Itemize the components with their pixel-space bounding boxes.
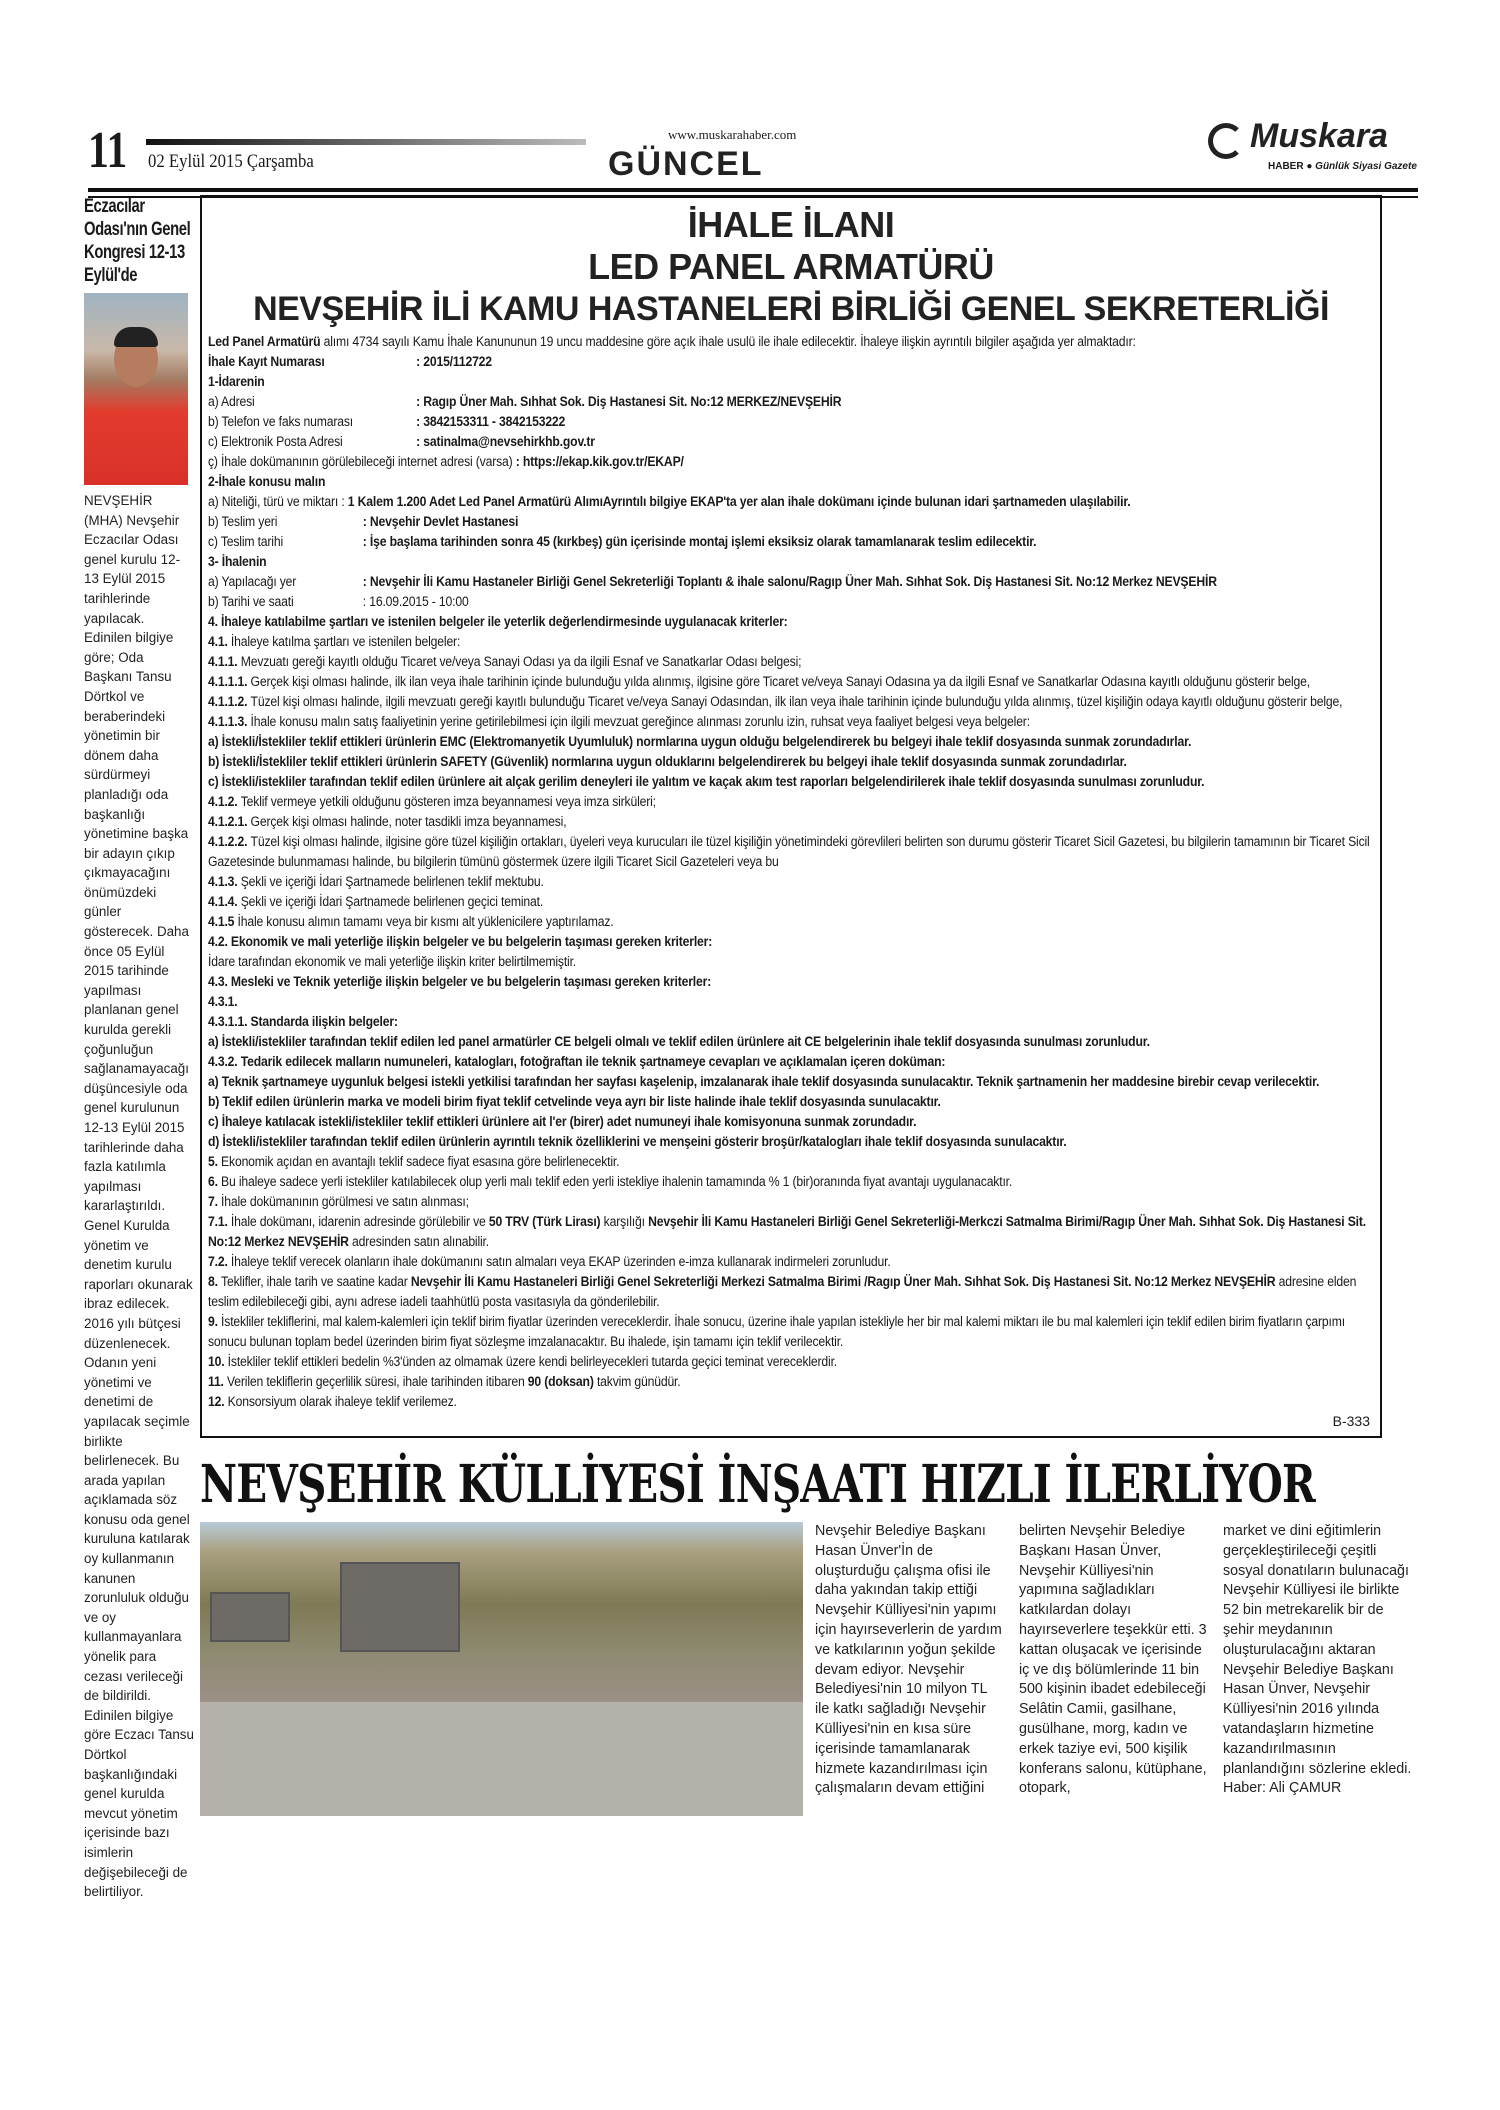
notice-paragraph — [208, 512, 1374, 532]
notice-text: b) Teklif edilen ürünlerin marka ve modeli birim fiyat teklif cetvelinde veya ayrı bir liste halinde ihale teklif dosyasında sunulacaktır. — [208, 1094, 941, 1110]
notice-paragraph — [208, 572, 1374, 592]
notice-text: İhale konusu alımın tamamı veya bir kısmı alt yüklenicilere yaptırılamaz. — [237, 914, 614, 930]
notice-text: 4. İhaleye katılabilme şartları ve istenilen belgeler ile yeterlik değerlendirmesinde uygulanacak kriterler: — [208, 614, 788, 630]
notice-text: c) Teslim tarihi — [208, 534, 283, 550]
notice-paragraph — [208, 752, 1374, 772]
notice-paragraph — [208, 1392, 1374, 1412]
notice-body — [208, 332, 1374, 1412]
notice-paragraph — [208, 352, 1374, 372]
notice-paragraph — [208, 332, 1374, 352]
notice-title: İHALE İLANI — [687, 204, 895, 245]
article-column: market ve dini eğitimlerin gerçekleştirileceği çeşitli sosyal donatıların bulunacağı Nevşehir Külliyesi ile birlikte 52 bin metrekarelik bir de şehir meydanının oluşturulacağını aktaran Nevşehir Belediye Başkanı Hasan Ünver, Nevşehir Külliyesi'nin 2016 yılında vatandaşların hizmetine kazandırılmasının planlandığını sözlerine ekledi. Haber: Ali ÇAMUR — [1223, 1523, 1412, 1797]
notice-paragraph — [208, 1132, 1374, 1152]
notice-text: 4.1. — [208, 634, 231, 650]
notice-paragraph — [208, 632, 1374, 652]
notice-paragraph — [208, 972, 1374, 992]
notice-body-wrap — [208, 330, 1374, 1412]
notice-paragraph — [208, 892, 1374, 912]
notice-text: İhaleye teklif verecek olanların ihale dokümanını satın almaları veya EKAP üzerinden e-imza kullanarak indirmeleri zorunludur. — [230, 1254, 891, 1270]
notice-text: 4.1.2.1. — [208, 814, 251, 830]
notice-paragraph — [208, 1192, 1374, 1212]
logo-sub: HABER ● Günlük Siyasi Gazete — [1268, 161, 1417, 172]
sidebar-headline: Eczacılar Odası'nın Genel Kongresi 12-13 Eylül'de — [84, 196, 191, 286]
portrait-photo — [84, 293, 188, 485]
notice-text: Ekonomik açıdan en avantajlı teklif sadece fiyat esasına göre belirlenecektir. — [221, 1154, 620, 1170]
notice-text: karşılığı — [600, 1214, 649, 1230]
notice-text: 7.2. — [208, 1254, 231, 1270]
notice-paragraph — [208, 812, 1374, 832]
notice-text: 4.1.3. — [208, 874, 241, 890]
notice-paragraph — [208, 952, 1374, 972]
notice-text: Şekli ve içeriği İdari Şartnamede belirlenen geçici teminat. — [240, 894, 544, 910]
notice-text: 2-İhale konusu malın — [208, 474, 326, 490]
notice-paragraph — [208, 872, 1374, 892]
notice-paragraph — [208, 732, 1374, 752]
notice-text: a) İstekli/istekliler tarafından teklif edilen led panel armatürler CE belgeli olmalı ve teklif edilen ürünlere ait CE belgelerinin ihale teklif dosyasında sunulması zorunludur. — [208, 1034, 1150, 1050]
notice-paragraph — [208, 1252, 1374, 1272]
page-number: 11 — [88, 122, 128, 179]
notice-paragraph — [208, 472, 1374, 492]
newspaper-logo — [1208, 115, 1418, 177]
notice-text: 1 Kalem 1.200 Adet Led Panel Armatürü AlımıAyrıntılı bilgiye EKAP'ta yer alan ihale dokümanı içinde bulunan idari şartnameden ulaşılabilir. — [347, 494, 1131, 510]
notice-paragraph — [208, 1212, 1374, 1252]
sidebar-text: NEVŞEHİR (MHA) Nevşehir Eczacılar Odası genel kurulu 12-13 Eylül 2015 tarihlerinde yapılacak. Edinilen bilgiye göre; Oda Başkanı Tansu Dörtkol ve beraberindeki yönetimin bir dönem daha sürdürmeyi planladığı oda başkanlığı yönetimine başka bir adayın çıkıp çıkmayacağını önümüzdeki günler gösterecek. Daha önce 05 Eylül 2015 tarihinde yapılması planlanan genel kurulda gerekli çoğunluğun sağlanamayacağı düşüncesiyle oda genel kurulunun 12-13 Eylül 2015 tarihlerinde daha fazla katılımla yapılması kararlaştırıldı. Genel Kurulda yönetim ve denetim kurulu raporları okunarak ibraz edilecek. 2016 yılı bütçesi düzenlenecek. Odanın yeni yönetimi ve denetimi de yapılacak seçimle birlikte belirlenecek. Bu arada yapılan açıklamada söz konusu oda genel kuruluna katılarak oy kullanmanın kanunen zorunluluk olduğu ve oy kullanmayanlara yönelik para cezası verileceği de bildirildi. Edinilen bilgiye göre Eczacı Tansu Dörtkol başkanlığındaki genel kurulda mevcut yönetim içerisinde bazı isimlerin değişebileceği de belirtiliyor. — [84, 493, 194, 1900]
notice-text: b) Tarihi ve saati — [208, 594, 294, 610]
website-link[interactable]: www.muskarahaber.com — [668, 127, 797, 142]
notice-subject: LED PANEL ARMATÜRÜ — [588, 246, 994, 287]
notice-text: ç) İhale dokümanının görülebileceği internet adresi (varsa) — [208, 454, 516, 470]
notice-text: İstekliler tekliflerini, mal kalem-kalemleri için teklif birim fiyatlar üzerinden vereceklerdir. İhale sonucu, üzerine ihale yapılan istekliyle her bir mal kalemi miktarı ile bu mal kalemleri için teklif edilen birim fiyatların çarpımı sonucu bulunan toplam bedel üzerinden birim fiyat sözleşme imzalanacaktır. Bu ihalede, işin tamamı için teklif verilecektir. — [208, 1314, 1345, 1350]
notice-text: 8. — [208, 1274, 222, 1290]
notice-text: Teklif vermeye yetkili olduğunu gösteren imza beyannamesi veya imza sirküleri; — [240, 794, 656, 810]
notice-text: Teklifler, ihale tarih ve saatine kadar — [221, 1274, 411, 1290]
logo-sub-label: HABER — [1268, 161, 1304, 172]
notice-text: Gerçek kişi olması halinde, noter tasdikli imza beyannamesi, — [250, 814, 567, 830]
notice-paragraph — [208, 992, 1374, 1012]
notice-text: adresinden satın alınabilir. — [348, 1234, 489, 1250]
notice-text: d) İstekli/istekliler tarafından teklif edilen ürünlerin ayrıntılı teknik özelliklerini ve menşeini gösterir broşür/katalogları ihale teklif dosyasında sunulacaktır. — [208, 1134, 1067, 1150]
notice-reference: B-333 — [1332, 1413, 1370, 1429]
notice-paragraph — [208, 592, 1374, 612]
notice-text: 90 (doksan) — [527, 1374, 594, 1390]
notice-text: Nevşehir İli Kamu Hastaneleri Birliği Genel Sekreterliği-Merkczi Satmalma Birimi/Ragıp Üner Mah. Sıhhat Sok. Diş Hastanesi Sit. No:12 Merkez NEVŞEHİR — [208, 1214, 1367, 1250]
tender-notice — [200, 195, 1382, 1438]
notice-text: Şekli ve içeriği İdari Şartnamede belirlenen teklif mektubu. — [240, 874, 544, 890]
notice-paragraph — [208, 612, 1374, 632]
notice-text: adresine elden teslim edilebileceği gibi, aynı adrese iadeli taahhütlü posta vasıtasıyla da gönderilebilir. — [208, 1274, 1357, 1310]
notice-text: Gerçek kişi olması halinde, ilk ilan veya ihale tarihinin içinde bulunduğu yılda alınmış, ilgisine göre Ticaret ve/veya Sanayi Odasına ya da ilgili Esnaf ve Sanatkarlar Odasına kayıtlı olduğunu gösterir belge, — [250, 674, 1310, 690]
notice-text: İhale Kayıt Numarası — [208, 354, 325, 370]
notice-text: : İşe başlama tarihinden sonra 45 (kırkbeş) gün içerisinde montaj işlemi eksiksiz olarak tamamlanarak teslim edilecektir. — [362, 534, 1037, 550]
notice-text: 12. — [208, 1394, 228, 1410]
notice-text: Bu ihaleye sadece yerli istekliler katılabilecek olup yerli malı teklif eden yerli istekliye ihalenin tamamında % 1 (bir)oranında fiyat avantajı uygulanacaktır. — [221, 1174, 1013, 1190]
notice-text: 4.3. Mesleki ve Teknik yeterliğe ilişkin belgeler ve bu belgelerin taşıması gereken kriterler: — [208, 974, 712, 990]
notice-paragraph — [208, 552, 1374, 572]
article-headline: NEVŞEHİR KÜLLİYESİ İNŞAATI HIZLI İLERLİYOR — [200, 1454, 1315, 1515]
notice-paragraph — [208, 1112, 1374, 1132]
notice-text: İhale konusu malın satış faaliyetinin yerine getirilebilmesi için ilgili mevzuat gereğince alınması zorunlu izin, ruhsat veya faaliyet belgesi veya belgeler: — [250, 714, 1030, 730]
crescent-icon — [1208, 123, 1244, 159]
notice-text: 4.1.1. — [208, 654, 241, 670]
notice-text: : Nevşehir İli Kamu Hastaneler Birliği Genel Sekreterliği Toplantı & ihale salonu/Ragıp Üner Mah. Sıhhat Sok. Diş Hastanesi Sit. No:12 Merkez NEVŞEHİR — [362, 574, 1217, 590]
notice-paragraph — [208, 652, 1374, 672]
notice-text: 6. — [208, 1174, 222, 1190]
page-header — [88, 117, 1418, 185]
notice-text: Konsorsiyum olarak ihaleye teklif verilemez. — [227, 1394, 457, 1410]
notice-paragraph — [208, 1012, 1374, 1032]
notice-paragraph — [208, 792, 1374, 812]
notice-text: alımı 4734 sayılı Kamu İhale Kanununun 19 uncu maddesine göre açık ihale usulü ile ihale edilecektir. İhaleye ilişkin ayrıntılı bilgiler aşağıda yer almaktadır: — [320, 334, 1136, 350]
notice-text: 10. — [208, 1354, 228, 1370]
notice-text: İhaleye katılma şartları ve istenilen belgeler: — [230, 634, 461, 650]
notice-text: 4.3.1. — [208, 994, 238, 1010]
notice-authority: NEVŞEHİR İLİ KAMU HASTANELERİ BİRLİĞİ GENEL SEKRETERLİĞİ — [253, 290, 1329, 328]
logo-name: Muskara — [1250, 117, 1388, 155]
notice-text: b) Teslim yeri — [208, 514, 278, 530]
notice-text: : 16.09.2015 - 10:00 — [362, 594, 469, 610]
notice-text: 4.1.1.3. — [208, 714, 251, 730]
notice-paragraph — [208, 1372, 1374, 1392]
notice-text: : https://ekap.kik.gov.tr/EKAP/ — [515, 454, 684, 470]
notice-text: 7.1. — [208, 1214, 231, 1230]
notice-text: : satinalma@nevsehirkhb.gov.tr — [416, 434, 595, 450]
notice-paragraph — [208, 672, 1374, 692]
section-name: GÜNCEL — [608, 145, 764, 183]
notice-text: 4.2. Ekonomik ve mali yeterliğe ilişkin belgeler ve bu belgelerin taşıması gereken kriterler: — [208, 934, 713, 950]
notice-text: İhale dokümanının görülmesi ve satın alınması; — [221, 1194, 469, 1210]
notice-text: : Ragıp Üner Mah. Sıhhat Sok. Diş Hastanesi Sit. No:12 MERKEZ/NEVŞEHİR — [416, 394, 842, 410]
notice-text: a) Teknik şartnameye uygunluk belgesi istekli yetkilisi tarafından her sayfası kaşelenip, imzalanarak ihale teklif dosyasında sunulacaktır. Teknik şartnamenin her maddesine birebir cevap verilecektir. — [208, 1074, 1320, 1090]
notice-text: 4.1.1.2. — [208, 694, 251, 710]
notice-text: a) Niteliği, türü ve miktarı : — [208, 494, 348, 510]
notice-paragraph — [208, 372, 1374, 392]
main-column — [200, 195, 1418, 1816]
notice-text: İhale dokümanı, idarenin adresinde görülebilir ve — [230, 1214, 489, 1230]
notice-paragraph — [208, 692, 1374, 712]
notice-text: Mevzuatı gereği kayıtlı olduğu Ticaret ve/veya Sanayi Odası ya da ilgili Esnaf ve Sanatkarlar Odası belgesi; — [240, 654, 802, 670]
notice-text: 4.3.2. Tedarik edilecek malların numuneleri, katalogları, fotoğraftan ile teknik şartnameye cevapları ve açıklamalan içeren doküman: — [208, 1054, 946, 1070]
notice-text: Tüzel kişi olması halinde, ilgili mevzuatı gereği kayıtlı bulunduğu Ticaret ve/veya Sanayi Odasından, ilk ilan veya ihale tarihinin içinde bulunduğu yılda alınmış, tüzel kişiliğin odaya kayıtlı olduğunu gösterir belge, — [250, 694, 1343, 710]
notice-text: Nevşehir İli Kamu Hastaneleri Birliği Genel Sekreterliği Merkezi Satmalma Birimi /Ragıp Üner Mah. Sıhhat Sok. Diş Hastanesi Sit. No:12 Merkez NEVŞEHİR — [410, 1274, 1276, 1290]
notice-paragraph — [208, 1352, 1374, 1372]
notice-paragraph — [208, 1072, 1374, 1092]
sidebar-article — [84, 195, 192, 1902]
notice-paragraph — [208, 1032, 1374, 1052]
notice-paragraph — [208, 532, 1374, 552]
notice-text: 4.1.4. — [208, 894, 241, 910]
notice-text: a) İstekli/İstekliler teklif ettikleri ürünlerin EMC (Elektromanyetik Uyumluluk) normlarına uygun olduğu belgelendirerek bu belgeyi ihale teklif dosyasında sunmak zorundadırlar. — [208, 734, 1192, 750]
notice-text: 11. — [208, 1374, 228, 1390]
notice-text: : 3842153311 - 3842153222 — [416, 414, 566, 430]
notice-text: : 2015/112722 — [416, 354, 492, 370]
notice-text: 3- İhalenin — [208, 554, 267, 570]
notice-paragraph — [208, 772, 1374, 792]
notice-text: 50 TRV (Türk Lirası) — [488, 1214, 601, 1230]
notice-text: İdare tarafından ekonomik ve mali yeterliğe ilişkin kriter belirtilmemiştir. — [208, 954, 577, 970]
article-columns — [815, 1522, 1415, 1816]
notice-text: 7. — [208, 1194, 222, 1210]
notice-text: a) Adresi — [208, 394, 255, 410]
notice-paragraph — [208, 1092, 1374, 1112]
notice-text: 4.1.1.1. — [208, 674, 251, 690]
notice-text: 4.1.2. — [208, 794, 241, 810]
notice-paragraph — [208, 392, 1374, 412]
notice-text: c) Elektronik Posta Adresi — [208, 434, 343, 450]
article-column: belirten Nevşehir Belediye Başkanı Hasan Ünver, Nevşehir Külliyesi'nin yapımına sağladıkları katkılardan dolayı hayırseverlere teşekkür etti. 3 kattan oluşacak ve içerisinde iç ve dış bölümlerinde 11 bin 500 kişinin ibadet edebileceği Selâtin Camii, gasilhane, gusülhane, morg, kadın ve erkek taziye evi, 500 kişilik konferans salonu, kütüphane, otopark, — [1019, 1523, 1207, 1797]
notice-paragraph — [208, 1312, 1374, 1352]
notice-paragraph — [208, 1172, 1374, 1192]
notice-paragraph — [208, 452, 1374, 472]
notice-text: 1-İdarenin — [208, 374, 265, 390]
notice-text: b) İstekli/İstekliler teklif ettikleri ürünlerin SAFETY (Güvenlik) normlarına uygun olduklarını belgelendirerek bu belgeyi ihale teklif dosyasında sunmak zorundadırlar. — [208, 754, 1127, 770]
notice-paragraph — [208, 1152, 1374, 1172]
notice-paragraph — [208, 712, 1374, 732]
section-label — [608, 127, 868, 183]
notice-text: 4.1.5 — [208, 914, 238, 930]
header-rule — [146, 139, 586, 145]
notice-paragraph — [208, 912, 1374, 932]
notice-paragraph — [208, 1272, 1374, 1312]
notice-text: takvim günüdür. — [593, 1374, 681, 1390]
notice-text: Verilen tekliflerin geçerlilik süresi, ihale tarihinden itibaren — [227, 1374, 528, 1390]
notice-paragraph — [208, 832, 1374, 872]
notice-text: c) İhaleye katılacak istekli/istekliler teklif ettikleri ürünlere ait l'er (birer) adet numuneyi ihale komisyonuna sunmak zorundadır. — [208, 1114, 917, 1130]
notice-paragraph — [208, 932, 1374, 952]
logo-slogan: Günlük Siyasi Gazete — [1315, 161, 1417, 172]
notice-text: 9. — [208, 1314, 222, 1330]
notice-text: Tüzel kişi olması halinde, ilgisine göre tüzel kişiliğin ortakları, üyeleri veya kurucuları ile tüzel kişiliğin yönetimindeki görevlileri belirten son durumu gösterir Ticaret Sicil Gazetesi, bu bilgilerin tamamının bir Ticaret Sicil Gazetesinde bulunmaması halinde, bu bilgilerin tümünü göstermek üzere ilgili Ticaret Sicil Gazeteleri veya bu — [208, 834, 1370, 870]
notice-text: 5. — [208, 1154, 222, 1170]
notice-text: a) Yapılacağı yer — [208, 574, 297, 590]
notice-text: c) İstekli/istekliler tarafından teklif edilen ürünlere ait alçak gerilim deneyleri ile yalıtım ve kaçak akım test raporları belgelendirilerek ihale teklif dosyasında sunulması zorunludur. — [208, 774, 1205, 790]
notice-text: : Nevşehir Devlet Hastanesi — [362, 514, 519, 530]
article-body — [200, 1522, 1418, 1816]
notice-text: b) Telefon ve faks numarası — [208, 414, 354, 430]
article-column: Nevşehir Belediye Başkanı Hasan Ünver'İn de oluşturduğu çalışma ofisi ile daha yakından takip ettiği Nevşehir Külliyesi'nin yapımı için hayırseverlerin de yardım ve katkılarının yoğun şekilde devam ediyor. Nevşehir Belediyesi'nin 10 milyon TL ile katkı sağladığı Nevşehir Külliyesi'nin en kısa süre içerisinde tamamlanarak hizmete kazandırılması için çalışmaların devam ettiğini — [815, 1523, 1002, 1797]
construction-site-photo — [200, 1522, 803, 1816]
notice-paragraph — [208, 492, 1374, 512]
notice-text: İstekliler teklif ettikleri bedelin %3'ünden az olmamak üzere kendi belirleyecekleri tutarda geçici teminat vereceklerdir. — [227, 1354, 838, 1370]
notice-paragraph — [208, 412, 1374, 432]
notice-text: Led Panel Armatürü — [208, 334, 321, 350]
notice-text: 4.3.1.1. Standarda ilişkin belgeler: — [208, 1014, 398, 1030]
notice-paragraph — [208, 1052, 1374, 1072]
issue-date: 02 Eylül 2015 Çarşamba — [148, 151, 314, 172]
notice-text: 4.1.2.2. — [208, 834, 251, 850]
notice-paragraph — [208, 432, 1374, 452]
